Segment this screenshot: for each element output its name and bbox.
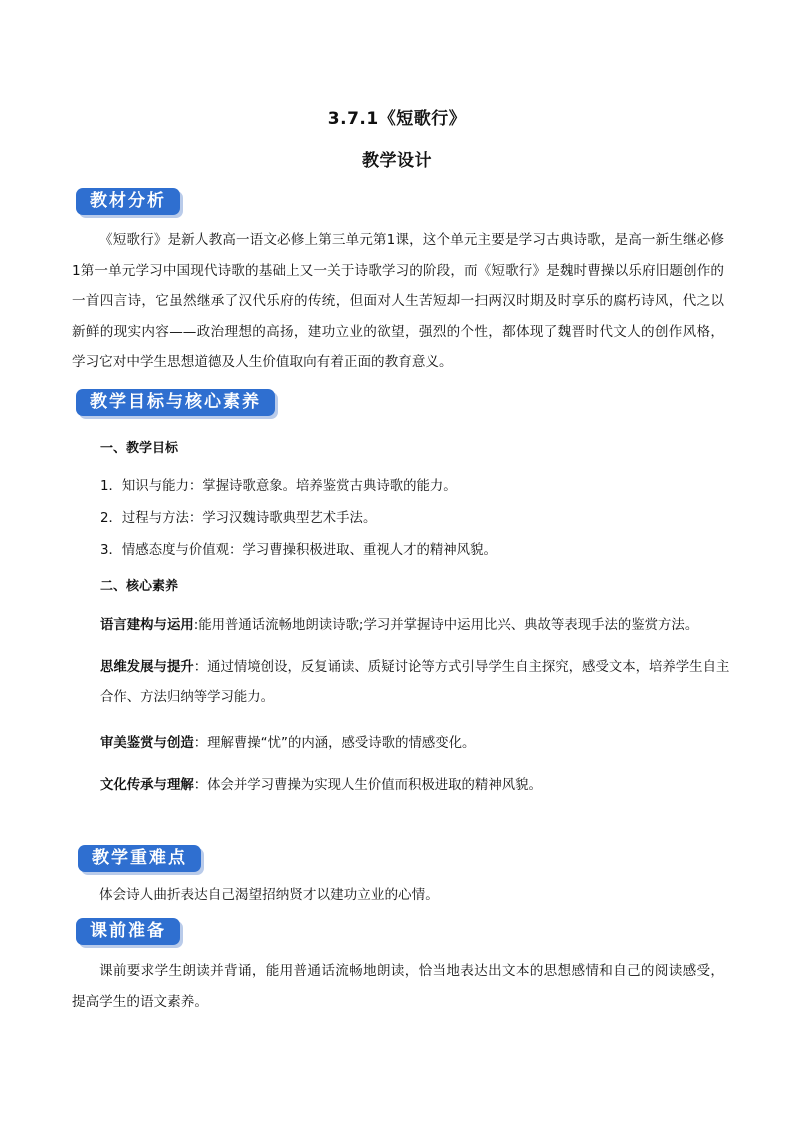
core-label: 语言建构与运用 xyxy=(100,618,194,633)
goal-item-emotion: 3．情感态度与价值观：学习曹操积极进取、重视人才的精神风貌。 xyxy=(100,543,497,558)
core-heading: 二、核心素养 xyxy=(100,579,179,594)
core-item-language xyxy=(100,611,730,641)
analysis-paragraph: 《短歌行》是新人教高一语文必修上第三单元第1课，这个单元主要是学习古典诗歌，是高一新生继必修1第一单元学习中国现代诗歌的基础上又一关于诗歌学习的阶段，而《短歌行》是魏时曹操以乐府旧题创作的一首四言诗，它虽然继承了汉代乐府的传统，但面对人生苦短却一扫两汉时期及时享乐的腐朽诗风，代之以新鲜的现实内容——政治理想的高扬，建功立业的欲望，强烈的个性，都体现了魏晋时代文人的创作风格，学习它对中学生思想道德及人生价值取向有着正面的教育意义。 xyxy=(72,232,724,370)
core-text: :能用普通话流畅地朗读诗歌;学习并掌握诗中运用比兴、典故等表现手法的鉴赏方法。 xyxy=(193,618,699,633)
keypoints-paragraph: 体会诗人曲折表达自己渴望招纳贤才以建功立业的心情。 xyxy=(99,887,439,903)
goals-heading: 一、教学目标 xyxy=(100,441,179,456)
goal-item-knowledge: 1．知识与能力：掌握诗歌意象。培养鉴赏古典诗歌的能力。 xyxy=(100,479,457,494)
core-text: ：通过情境创设，反复诵读、质疑讨论等方式引导学生自主探究，感受文本，培养学生自主合作、方法归纳等学习能力。 xyxy=(100,660,730,705)
document-title: 3.7.1《短歌行》 xyxy=(327,109,467,129)
core-label: 思维发展与提升 xyxy=(100,660,194,675)
section-badge-keypoints: 教学重难点 xyxy=(78,845,201,872)
goal-item-process: 2．过程与方法：学习汉魏诗歌典型艺术手法。 xyxy=(100,511,377,526)
section-badge-prep: 课前准备 xyxy=(76,918,180,945)
prep-paragraph: 课前要求学生朗读并背诵，能用普通话流畅地朗读，恰当地表达出文本的思想感情和自己的阅读感受，提高学生的语文素养。 xyxy=(72,963,724,1010)
core-item-thinking xyxy=(100,653,730,713)
core-item-culture xyxy=(100,771,730,801)
section-badge-goals: 教学目标与核心素养 xyxy=(76,389,275,416)
core-item-aesthetic xyxy=(100,729,730,759)
core-text: ：体会并学习曹操为实现人生价值而积极进取的精神风貌。 xyxy=(193,778,542,793)
core-text: ：理解曹操“忧”的内涵，感受诗歌的情感变化。 xyxy=(193,736,476,751)
core-label: 审美鉴赏与创造 xyxy=(100,736,194,751)
document-subtitle: 教学设计 xyxy=(362,151,432,171)
core-label: 文化传承与理解 xyxy=(100,778,194,793)
section-badge-analysis: 教材分析 xyxy=(76,188,180,215)
